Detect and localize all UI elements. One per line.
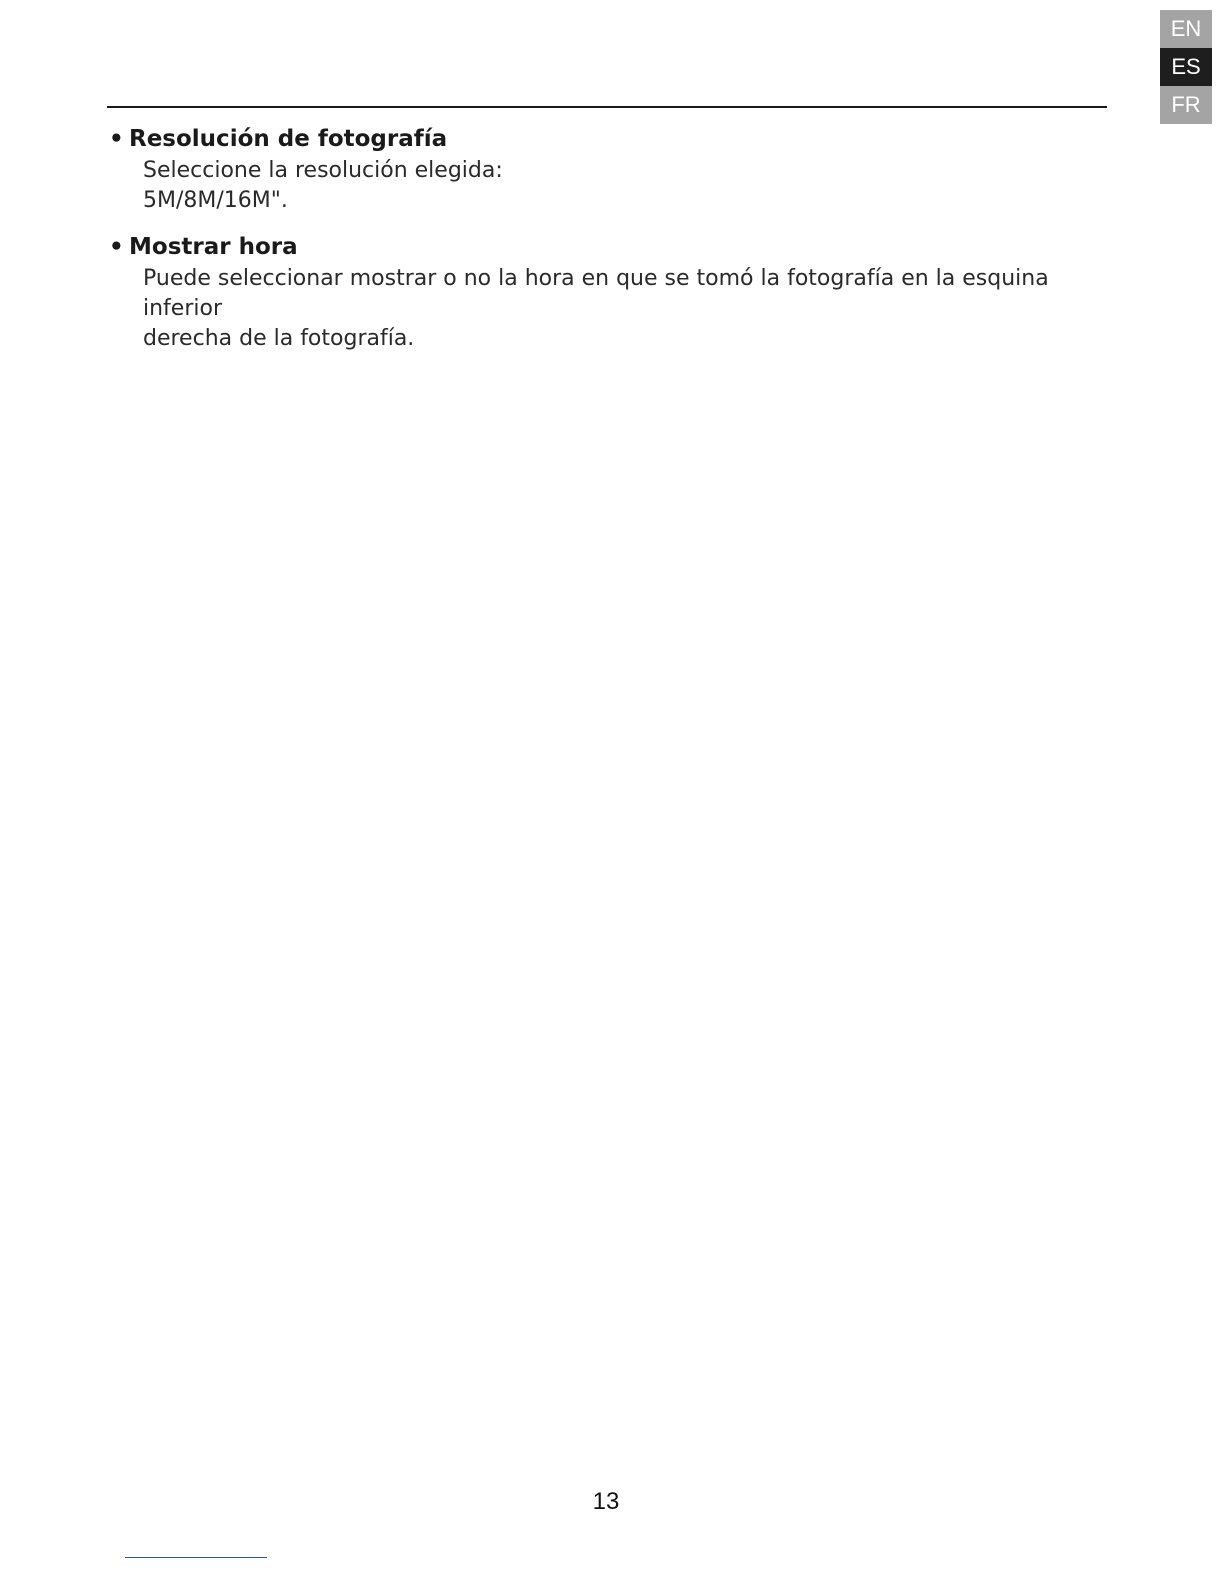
footnote-rule: [125, 1557, 267, 1558]
language-tabs: [1160, 10, 1212, 124]
language-tab-en[interactable]: EN: [1160, 10, 1212, 48]
section-heading: [107, 122, 1107, 156]
bullet-icon: •: [109, 234, 124, 260]
section-show-time: [107, 230, 1107, 354]
body-line: Puede seleccionar mostrar o no la hora en que se tomó la fotografía en la esquina inferior: [143, 266, 1049, 321]
section-heading: [107, 230, 1107, 264]
heading-text: Resolución de fotografía: [129, 126, 448, 152]
language-tab-es[interactable]: ES: [1160, 48, 1212, 86]
heading-text: Mostrar hora: [129, 234, 298, 260]
body-line: Seleccione la resolución elegida:: [143, 158, 503, 183]
manual-content: [107, 122, 1107, 368]
section-body: [107, 156, 1107, 216]
bullet-icon: •: [109, 126, 124, 152]
section-body: [107, 264, 1107, 354]
header-rule: [107, 106, 1107, 108]
body-line: derecha de la fotografía.: [143, 326, 415, 351]
page-number: 13: [592, 1488, 620, 1515]
language-tab-fr[interactable]: FR: [1160, 86, 1212, 124]
body-line: 5M/8M/16M".: [143, 188, 288, 213]
section-photo-resolution: [107, 122, 1107, 216]
